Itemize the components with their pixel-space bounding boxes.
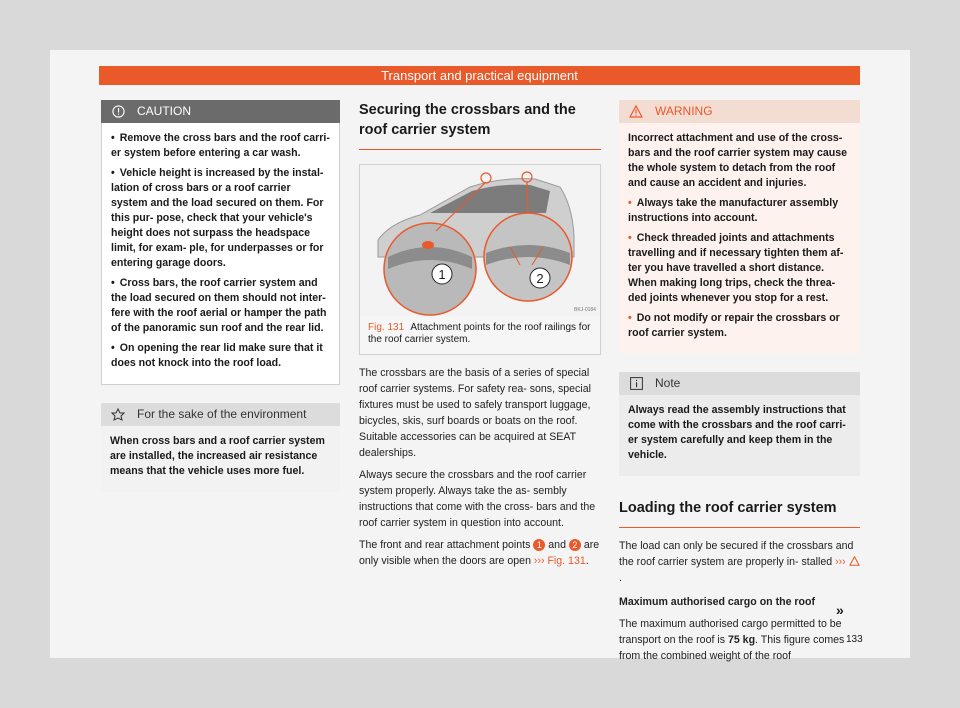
- column-left: [101, 100, 340, 492]
- max-load-value: 75 kg: [727, 634, 756, 646]
- environment-text: When cross bars and a roof carrier system are installed, the increased air resistance means that the vehicle uses more fuel.: [110, 435, 325, 477]
- subheading: Maximum authorised cargo on the roof: [619, 596, 816, 608]
- caution-label: CAUTION: [137, 104, 191, 118]
- figure-caption-text: Attachment points for the roof railings for the roof carrier system.: [368, 322, 591, 345]
- caution-item: • On opening the rear lid make sure that it does not knock into the roof load.: [111, 341, 330, 371]
- attachment-point-2-badge: 2: [569, 539, 581, 551]
- text-span: The front and rear attachment points: [359, 539, 531, 551]
- figure-point-1: 1: [438, 267, 446, 282]
- environment-icon: [111, 408, 125, 422]
- warning-intro: Incorrect attachment and use of the cross- bars and the roof carrier system may cause the whole system to detach from the roof and cause an accident and injuries.: [628, 132, 848, 189]
- figure-label: Fig. 131: [368, 322, 405, 333]
- figure-code: BKJ-0184: [574, 307, 596, 313]
- caution-item: • Remove the cross bars and the roof carri- er system before entering a car wash.: [111, 131, 330, 161]
- info-icon: [629, 377, 643, 391]
- warning-triangle-icon: [849, 556, 860, 566]
- warning-item: • Always take the manufacturer assembly instructions into account.: [628, 196, 851, 226]
- continue-marker: »: [836, 602, 844, 618]
- section-title-wrap: [359, 100, 601, 150]
- column-right: [619, 100, 860, 670]
- text-span: The load can only be secured if the crossbars and the roof carrier system are properly in- stalled: [619, 540, 854, 568]
- roof-railing-illustration: [360, 165, 600, 316]
- figure-reference-link[interactable]: ››› Fig. 131: [533, 555, 586, 567]
- figure-point-2: 2: [536, 271, 544, 286]
- note-bar: [619, 372, 860, 395]
- body-paragraph: The load can only be secured if the crossbars and the roof carrier system are properly in- stalled ››› .: [619, 538, 860, 586]
- environment-box: [101, 426, 340, 492]
- figure: [359, 164, 601, 355]
- section2-body: [619, 538, 860, 664]
- caution-item: • Vehicle height is increased by the instal- lation of cross bars or a roof carrier system and the load secured on them. For this pur- pose, check that your vehicle's height does not surpass the headspace limit, for exam- ple, for underpasses or for entering garage doors.: [111, 166, 330, 271]
- section2-title: Loading the roof carrier system: [619, 500, 837, 516]
- section-body: [359, 365, 601, 569]
- text-span: .: [585, 555, 589, 567]
- warning-item: • Do not modify or repair the crossbars or roof carrier system.: [628, 311, 851, 341]
- section-title: Securing the crossbars and the roof carrier system: [359, 102, 576, 138]
- note-box: [619, 395, 860, 476]
- text-span: are only visible when the doors are open: [359, 539, 600, 567]
- warning-reference-link[interactable]: ›››: [835, 556, 860, 568]
- warning-item: • Check threaded joints and attachments travelling and if necessary tighten them af- ter you have travelled a short distance. When making long trips, check the threa- ded joints whenever you stop for a rest.: [628, 231, 851, 306]
- caution-icon: [111, 105, 125, 119]
- column-middle: [359, 100, 601, 575]
- figure-caption: [360, 316, 600, 354]
- warning-triangle-icon: [629, 105, 643, 119]
- environment-bar: [101, 403, 340, 426]
- body-paragraph: [359, 537, 601, 569]
- chapter-header: Transport and practical equipment: [99, 66, 860, 85]
- caution-bar: [101, 100, 340, 123]
- text-span: and: [548, 539, 566, 551]
- warning-label: WARNING: [655, 104, 713, 118]
- warning-bar: [619, 100, 860, 123]
- text-span: The maximum authorised cargo permitted to be transport on the roof is: [619, 618, 842, 646]
- warning-box: [619, 123, 860, 354]
- caution-item: • Cross bars, the roof carrier system and the load secured on them should not inter- fere with the roof aerial or hamper the path of the panoramic sun roof and the rear lid.: [111, 276, 330, 336]
- caution-box: [101, 123, 340, 385]
- body-paragraph: Always secure the crossbars and the roof carrier system properly. Always take the as- sembly instructions that come with the cross- bars and the roof carrier system in question into account.: [359, 469, 596, 529]
- attachment-point-1-badge: 1: [533, 539, 545, 551]
- section2-title-wrap: [619, 498, 860, 528]
- body-paragraph: The crossbars are the basis of a series of special roof carrier systems. For safety rea- sons, special fixtures must be used to safely transport luggage, bicycles, skis, surf boards or boats on the roof. Suitable accessories can be acquired at SEAT dealerships.: [359, 367, 591, 459]
- note-text: Always read the assembly instructions that come with the crossbars and the roof carri- er system carefully and keep them in the vehicle.: [628, 404, 846, 461]
- text-span: . This figure comes from the combined weight of the roof: [619, 634, 845, 662]
- body-paragraph: [619, 616, 860, 664]
- note-label: Note: [655, 376, 681, 390]
- page-number: 133: [846, 634, 863, 645]
- environment-label: For the sake of the environment: [137, 407, 307, 421]
